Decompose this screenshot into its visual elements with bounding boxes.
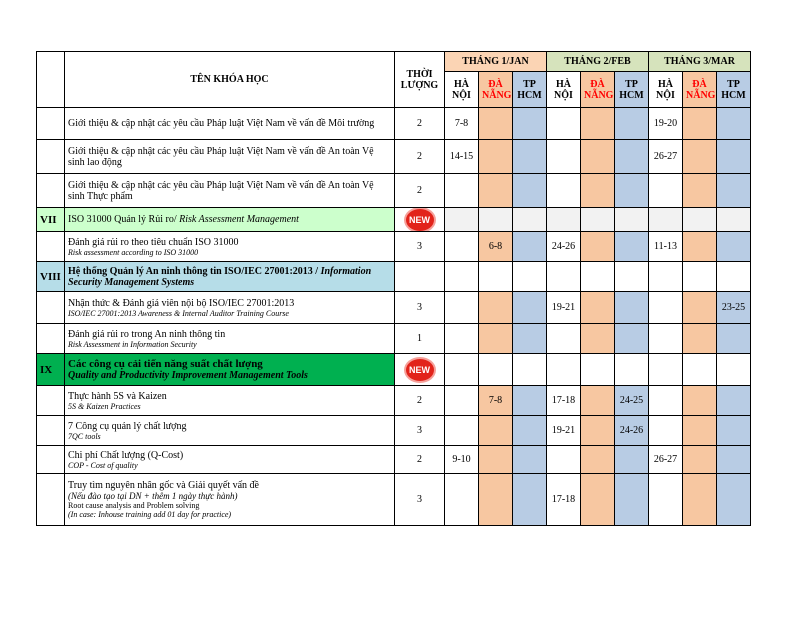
date-cell xyxy=(513,416,547,446)
course-title-vn: Đánh giá rủi ro trong An ninh thông tin xyxy=(68,328,226,340)
date-cell xyxy=(683,474,717,526)
course-duration: 3 xyxy=(395,416,445,446)
date-cell xyxy=(649,386,683,416)
date-cell xyxy=(445,292,479,324)
date-cell xyxy=(717,446,751,474)
date-cell xyxy=(479,324,513,354)
date-cell xyxy=(581,416,615,446)
section-title-en: Risk Assessment Management xyxy=(179,214,299,225)
course-title-vn: 7 Công cụ quản lý chất lượng xyxy=(68,420,187,432)
date-cell xyxy=(683,232,717,262)
city-dn-header: ĐÀ NẴNG xyxy=(581,72,615,108)
date-cell xyxy=(581,386,615,416)
date-cell xyxy=(513,446,547,474)
table-row xyxy=(37,108,751,140)
date-cell xyxy=(513,386,547,416)
course-title-en: ISO/IEC 27001:2013 Awareness & Internal Auditor Training Course xyxy=(68,308,289,318)
section-title xyxy=(65,354,395,386)
section-title-vn: Hệ thống Quản lý An ninh thông tin ISO/IEC 27001:2013 / xyxy=(68,265,321,277)
date-cell xyxy=(717,108,751,140)
table-row xyxy=(37,446,751,474)
date-cell: 9-10 xyxy=(445,446,479,474)
date-cell: 17-18 xyxy=(547,474,581,526)
date-cell xyxy=(581,446,615,474)
date-cell xyxy=(615,292,649,324)
course-title-vn: Chi phí Chất lượng (Q-Cost) xyxy=(68,449,184,461)
date-cell xyxy=(649,416,683,446)
new-badge: NEW xyxy=(406,359,434,381)
date-cell: 24-26 xyxy=(615,416,649,446)
new-badge-cell xyxy=(395,354,445,386)
city-dn-header: ĐÀ NẴNG xyxy=(479,72,513,108)
table-row xyxy=(37,474,751,526)
course-title xyxy=(65,232,395,262)
course-title xyxy=(65,386,395,416)
date-cell xyxy=(683,174,717,208)
date-cell xyxy=(479,446,513,474)
date-cell xyxy=(649,292,683,324)
date-cell xyxy=(445,174,479,208)
new-badge-cell xyxy=(395,208,445,232)
date-cell: 26-27 xyxy=(649,140,683,174)
month-jan-header: THÁNG 1/JAN xyxy=(445,52,547,72)
date-cell xyxy=(479,474,513,526)
date-cell xyxy=(683,416,717,446)
date-cell xyxy=(717,140,751,174)
date-cell: 14-15 xyxy=(445,140,479,174)
course-duration: 3 xyxy=(395,474,445,526)
date-cell: 7-8 xyxy=(479,386,513,416)
course-note-en: (In case: Inhouse training add 01 day for practice) xyxy=(68,510,232,519)
course-title xyxy=(65,416,395,446)
city-hn-header: HÀ NỘI xyxy=(649,72,683,108)
date-cell xyxy=(581,232,615,262)
section-title-en: Information Security Management Systems xyxy=(68,265,372,288)
city-hcm-header: TP HCM xyxy=(513,72,547,108)
course-duration: 2 xyxy=(395,446,445,474)
course-title xyxy=(65,446,395,474)
date-cell xyxy=(547,446,581,474)
city-hn-header: HÀ NỘI xyxy=(547,72,581,108)
date-cell xyxy=(683,108,717,140)
section-row-viii xyxy=(37,262,751,292)
course-title xyxy=(65,292,395,324)
date-cell: 7-8 xyxy=(445,108,479,140)
date-cell xyxy=(479,292,513,324)
table-row xyxy=(37,416,751,446)
course-title-en: 5S & Kaizen Practices xyxy=(68,401,141,411)
date-cell xyxy=(615,474,649,526)
section-number: IX xyxy=(37,354,65,386)
course-duration: 1 xyxy=(395,324,445,354)
date-cell xyxy=(581,474,615,526)
table-row xyxy=(37,292,751,324)
course-duration: 2 xyxy=(395,108,445,140)
date-cell: 19-20 xyxy=(649,108,683,140)
date-cell xyxy=(547,108,581,140)
city-hn-header: HÀ NỘI xyxy=(445,72,479,108)
date-cell xyxy=(615,174,649,208)
date-cell xyxy=(513,292,547,324)
date-cell xyxy=(513,474,547,526)
date-cell: 6-8 xyxy=(479,232,513,262)
date-cell xyxy=(581,324,615,354)
course-name-header: TÊN KHÓA HỌC xyxy=(65,52,395,108)
date-cell xyxy=(479,174,513,208)
date-cell xyxy=(513,108,547,140)
section-title-vn: Các công cụ cải tiến năng suất chất lượng xyxy=(68,358,263,370)
course-title-en: Risk Assessment in Information Security xyxy=(68,339,197,349)
header-blank xyxy=(37,52,65,108)
date-cell xyxy=(717,324,751,354)
date-cell xyxy=(683,446,717,474)
course-duration: 2 xyxy=(395,140,445,174)
course-title-en: Root cause analysis and Problem solving xyxy=(68,501,200,510)
training-schedule-table xyxy=(36,51,751,526)
date-cell xyxy=(479,416,513,446)
section-row-ix xyxy=(37,354,751,386)
date-cell: 19-21 xyxy=(547,292,581,324)
date-cell xyxy=(581,174,615,208)
date-cell xyxy=(445,386,479,416)
course-title-vn: Đánh giá rủi ro theo tiêu chuẩn ISO 31000 xyxy=(68,236,239,248)
date-cell xyxy=(615,324,649,354)
month-mar-header: THÁNG 3/MAR xyxy=(649,52,751,72)
course-title-vn: Thực hành 5S và Kaizen xyxy=(68,390,167,402)
course-duration: 3 xyxy=(395,232,445,262)
course-note-vn: (Nếu đào tạo tại DN + thêm 1 ngày thực hành) xyxy=(68,491,238,501)
course-title: Giới thiệu & cập nhật các yêu cầu Pháp luật Việt Nam về vấn đề An toàn Vệ sinh Thực phẩm xyxy=(65,174,395,208)
course-title-en: COP - Cost of quality xyxy=(68,460,138,470)
course-title: Giới thiệu & cập nhật các yêu cầu Pháp luật Việt Nam về vấn đề An toàn Vệ sinh lao động xyxy=(65,140,395,174)
section-number: VII xyxy=(37,208,65,232)
date-cell xyxy=(649,474,683,526)
date-cell xyxy=(445,474,479,526)
date-cell xyxy=(581,108,615,140)
course-title xyxy=(65,474,395,526)
date-cell xyxy=(717,232,751,262)
date-cell: 11-13 xyxy=(649,232,683,262)
date-cell: 24-26 xyxy=(547,232,581,262)
course-title-en: 7QC tools xyxy=(68,431,101,441)
section-number: VIII xyxy=(37,262,65,292)
table-row xyxy=(37,140,751,174)
date-cell xyxy=(683,140,717,174)
date-cell xyxy=(615,446,649,474)
date-cell xyxy=(479,108,513,140)
date-cell xyxy=(649,324,683,354)
date-cell xyxy=(479,140,513,174)
date-cell xyxy=(649,174,683,208)
new-badge: NEW xyxy=(406,209,434,231)
course-title-vn: Nhận thức & Đánh giá viên nội bộ ISO/IEC 27001:2013 xyxy=(68,297,295,309)
date-cell xyxy=(445,416,479,446)
city-dn-header: ĐÀ NẴNG xyxy=(683,72,717,108)
table-row xyxy=(37,386,751,416)
course-title-en: Risk assessment according to ISO 31000 xyxy=(68,247,199,257)
date-cell xyxy=(513,324,547,354)
section-row-vii xyxy=(37,208,751,232)
date-cell xyxy=(683,386,717,416)
month-feb-header: THÁNG 2/FEB xyxy=(547,52,649,72)
date-cell xyxy=(513,140,547,174)
date-cell xyxy=(445,324,479,354)
date-cell xyxy=(717,474,751,526)
date-cell xyxy=(513,232,547,262)
date-cell xyxy=(547,140,581,174)
date-cell xyxy=(683,324,717,354)
course-title-vn: Truy tìm nguyên nhân gốc và Giải quyết vấn đề xyxy=(68,480,259,491)
section-title-en: Quality and Productivity Improvement Management Tools xyxy=(68,370,308,381)
table-row xyxy=(37,174,751,208)
date-cell xyxy=(581,140,615,174)
city-hcm-header: TP HCM xyxy=(717,72,751,108)
date-cell xyxy=(683,292,717,324)
date-cell xyxy=(615,232,649,262)
course-duration: 2 xyxy=(395,386,445,416)
date-cell: 23-25 xyxy=(717,292,751,324)
section-title xyxy=(65,208,395,232)
duration-header: THỜI LƯỢNG xyxy=(395,52,445,108)
date-cell: 17-18 xyxy=(547,386,581,416)
date-cell xyxy=(615,108,649,140)
date-cell xyxy=(581,292,615,324)
date-cell xyxy=(717,174,751,208)
date-cell xyxy=(547,324,581,354)
date-cell xyxy=(445,232,479,262)
course-duration: 3 xyxy=(395,292,445,324)
date-cell xyxy=(547,174,581,208)
table-row xyxy=(37,324,751,354)
date-cell xyxy=(513,174,547,208)
date-cell xyxy=(717,386,751,416)
date-cell: 19-21 xyxy=(547,416,581,446)
date-cell: 24-25 xyxy=(615,386,649,416)
table-row xyxy=(37,232,751,262)
section-title xyxy=(65,262,395,292)
course-duration: 2 xyxy=(395,174,445,208)
date-cell xyxy=(717,416,751,446)
course-title: Giới thiệu & cập nhật các yêu cầu Pháp luật Việt Nam về vấn đề Môi trường xyxy=(65,108,395,140)
course-title xyxy=(65,324,395,354)
city-hcm-header: TP HCM xyxy=(615,72,649,108)
date-cell xyxy=(615,140,649,174)
date-cell: 26-27 xyxy=(649,446,683,474)
section-title-vn: ISO 31000 Quản lý Rủi ro/ xyxy=(68,214,180,225)
